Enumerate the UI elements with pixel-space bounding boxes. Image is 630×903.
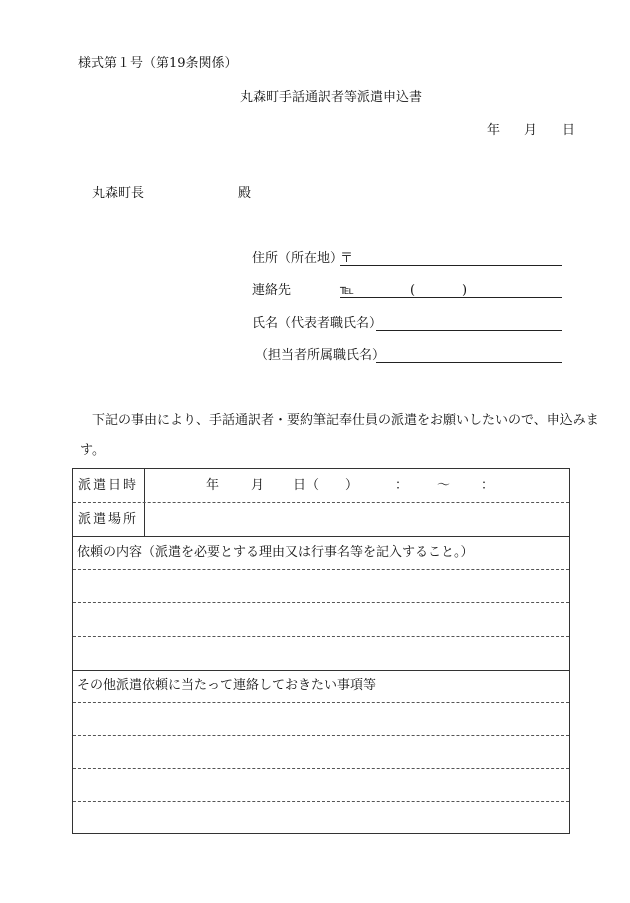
write-line[interactable]	[73, 569, 569, 570]
dispatch-datetime-label: 派遣日時	[78, 478, 139, 493]
date-day-label: 日	[562, 123, 576, 138]
contact-field[interactable]	[340, 297, 562, 298]
name-field[interactable]	[376, 330, 562, 331]
staff-label: （担当者所属職氏名）	[255, 348, 386, 363]
section-divider	[73, 536, 569, 537]
write-line[interactable]	[73, 702, 569, 703]
dt-colon-start: ：	[395, 478, 409, 493]
body-text-line1: 下記の事由により、手話通訳者・要約筆記奉仕員の派遣をお願いしたいので、申込みま	[92, 413, 599, 428]
paren-open: (	[410, 283, 416, 298]
dt-colon-end: ：	[481, 478, 495, 493]
dispatch-place-label: 派遣場所	[78, 512, 139, 527]
row-divider	[73, 502, 569, 503]
honorific: 殿	[238, 186, 252, 201]
address-field[interactable]	[340, 265, 562, 266]
dt-month: 月	[251, 478, 265, 493]
write-line[interactable]	[73, 801, 569, 802]
form-title: 丸森町手話通訳者等派遣申込書	[240, 90, 423, 105]
address-label: 住所（所在地）	[252, 251, 344, 266]
request-table	[72, 468, 570, 834]
section-divider	[73, 670, 569, 671]
name-label: 氏名（代表者職氏名）	[252, 316, 383, 331]
form-number: 様式第１号（第19条関係）	[78, 56, 238, 71]
write-line[interactable]	[73, 735, 569, 736]
dt-year: 年	[206, 478, 220, 493]
request-content-label: 依頼の内容（派遣を必要とする理由又は行事名等を記入すること。）	[77, 545, 474, 560]
dt-tilde: ～	[437, 478, 451, 493]
other-notes-label: その他派遣依頼に当たって連絡しておきたい事項等	[77, 678, 377, 693]
paren-close: )	[462, 283, 468, 298]
write-line[interactable]	[73, 602, 569, 603]
contact-label: 連絡先	[252, 283, 292, 298]
write-line[interactable]	[73, 636, 569, 637]
postal-mark: 〒	[340, 251, 354, 266]
tel-mark: ℡	[340, 283, 354, 298]
date-year-label: 年	[487, 123, 501, 138]
date-month-label: 月	[524, 123, 538, 138]
staff-field[interactable]	[376, 362, 562, 363]
body-text-line2: す。	[80, 443, 105, 458]
dt-day: 日（ ）	[293, 478, 359, 493]
write-line[interactable]	[73, 768, 569, 769]
addressee: 丸森町長	[92, 186, 145, 201]
